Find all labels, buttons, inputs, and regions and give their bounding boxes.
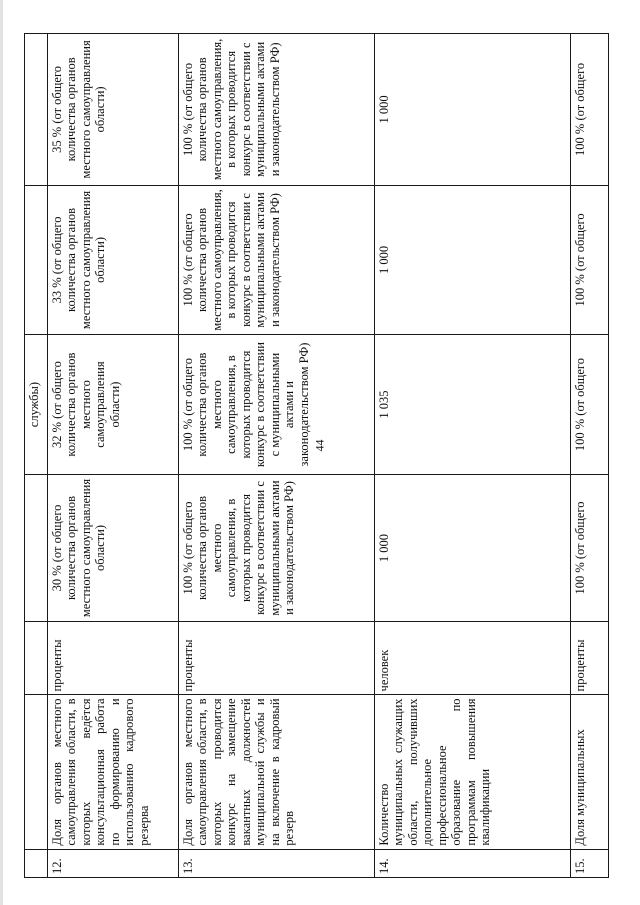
row-number: 14. xyxy=(374,849,570,877)
indicator-value-2: 32 % (от общего количества органов местного самоуправления области) xyxy=(47,335,178,475)
row-number: 12. xyxy=(47,849,178,877)
indicator-unit: человек xyxy=(374,621,570,694)
header-cell-service: службы) xyxy=(25,335,48,475)
indicator-value-1: 100 % (от общего xyxy=(570,475,608,622)
header-cell-empty xyxy=(25,849,48,877)
indicator-unit: проценты xyxy=(570,621,608,694)
indicator-value-4: 1 000 xyxy=(374,34,570,186)
header-cell-empty xyxy=(25,621,48,694)
table-row xyxy=(374,34,570,878)
scan-edge xyxy=(0,0,3,905)
table-header-row xyxy=(25,34,48,878)
indicator-value-4: 35 % (от общего количества органов местного самоуправления области) xyxy=(47,34,178,186)
indicator-table xyxy=(24,33,609,878)
indicator-value-3: 100 % (от общего количества органов местного самоуправления, в которых проводится конкурс в соответствии с муниципальными актами и законодательством РФ) xyxy=(178,185,374,334)
indicator-value-3: 100 % (от общего xyxy=(570,185,608,334)
indicator-value-4: 100 % (от общего xyxy=(570,34,608,186)
indicator-value-1: 1 000 xyxy=(374,475,570,622)
table-row xyxy=(47,34,178,878)
indicator-name: Доля органов местного самоуправления области, в которых проводится конкурс на замещение вакантных должностей муниципальной службы и на включение в кадровый резерв xyxy=(178,695,374,849)
indicator-value-2: 100 % (от общего количества органов местного самоуправления, в которых проводится конкурс в соответствии с муниципальными актами и законодательством РФ) xyxy=(178,335,374,475)
table-row xyxy=(570,34,608,878)
indicator-table-rotated xyxy=(24,33,609,878)
indicator-value-3: 33 % (от общего количества органов местного самоуправления области) xyxy=(47,185,178,334)
row-number: 13. xyxy=(178,849,374,877)
header-cell-empty xyxy=(25,34,48,186)
indicator-value-4: 100 % (от общего количества органов местного самоуправления, в которых проводится конкурс в соответствии с муниципальными актами и законодательством РФ) xyxy=(178,34,374,186)
header-cell-empty xyxy=(25,695,48,849)
indicator-value-1: 100 % (от общего количества органов местного самоуправления, в которых проводится конкурс в соответствии с муниципальными актами и законодательством РФ) xyxy=(178,475,374,622)
indicator-value-1: 30 % (от общего количества органов местного самоуправления области) xyxy=(47,475,178,622)
indicator-name: Доля органов местного самоуправления области, в которых ведётся консультационная работа по формированию и использованию кадрового резерва xyxy=(47,695,178,849)
indicator-value-2: 100 % (от общего xyxy=(570,335,608,475)
indicator-name: Количество муниципальных служащих области, получивших дополнительное профессиональное образование по программам повышения квалификации xyxy=(374,695,570,849)
table-row xyxy=(178,34,374,878)
indicator-value-3: 1 000 xyxy=(374,185,570,334)
row-number: 15. xyxy=(570,849,608,877)
indicator-unit: проценты xyxy=(178,621,374,694)
header-cell-empty xyxy=(25,185,48,334)
indicator-value-2: 1 035 xyxy=(374,335,570,475)
indicator-unit: проценты xyxy=(47,621,178,694)
header-cell-empty xyxy=(25,475,48,622)
indicator-name: Доля муниципальных xyxy=(570,695,608,849)
page-number: 44 xyxy=(312,439,327,452)
